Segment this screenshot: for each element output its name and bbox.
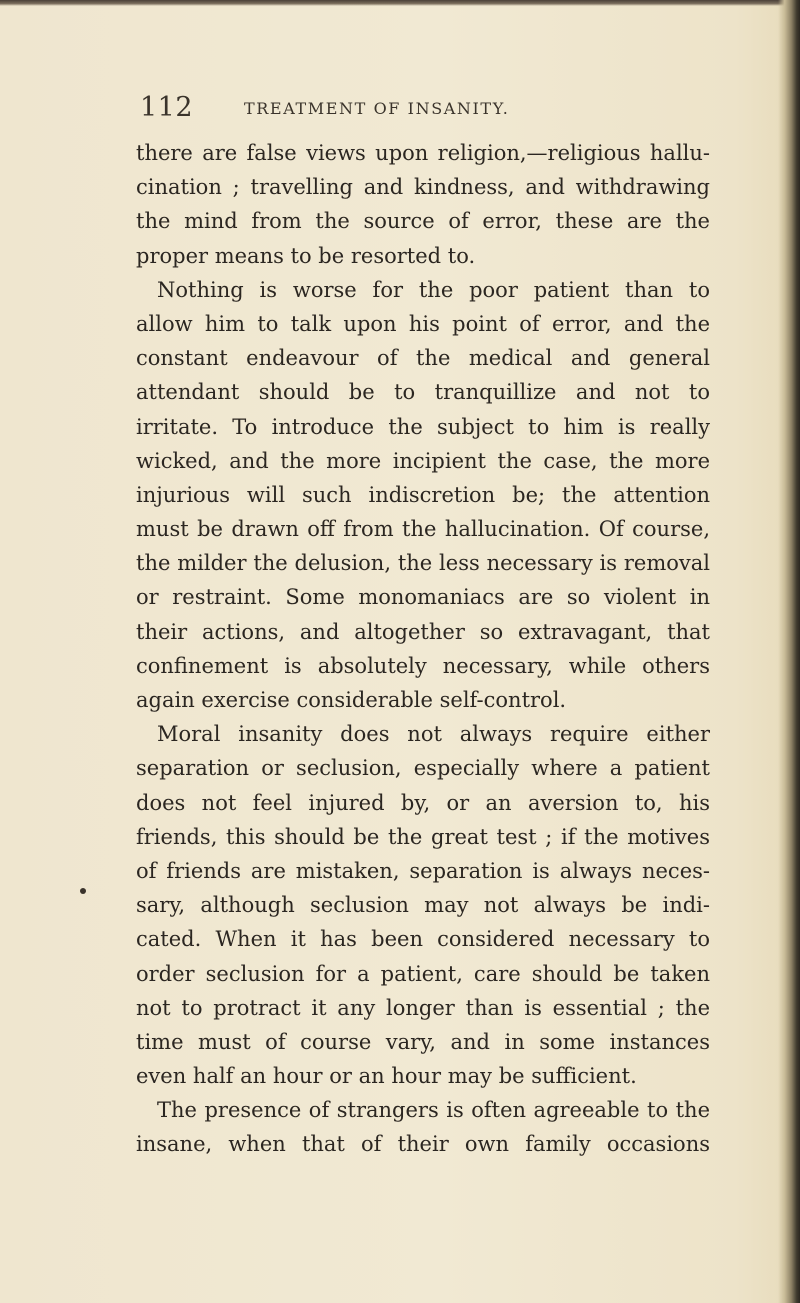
page-edge-shadow (778, 0, 800, 1303)
text-line: The presence of strangers is often agreeable to the (157, 1098, 710, 1123)
text-line: again exercise considerable self-control. (136, 688, 567, 712)
text-line: constant endeavour of the medical and general (136, 346, 710, 371)
text-line: cination ; travelling and kindness, and withdrawing (136, 175, 710, 200)
text-line: irritate. To introduce the subject to him is really (136, 414, 710, 439)
text-line: of friends are mistaken, separation is always neces- (136, 858, 710, 883)
body-text (136, 136, 710, 1162)
text-line: insane, when that of their own family occasions (136, 1132, 710, 1157)
text-line: or restraint. Some monomaniacs are so violent in (136, 585, 710, 610)
text-line: wicked, and the more incipient the case, the more (136, 448, 710, 473)
text-line: there are false views upon religion,—religious hallu- (136, 141, 710, 165)
page-number: 112 (140, 92, 194, 123)
text-line: not to protract it any longer than is essential ; the (136, 995, 710, 1020)
text-line: does not feel injured by, or an aversion to, his (136, 790, 710, 815)
text-line: their actions, and altogether so extravagant, that (136, 619, 710, 644)
text-line: even half an hour or an hour may be sufficient. (136, 1064, 637, 1089)
text-line: confinement is absolutely necessary, while others (136, 653, 710, 678)
text-line: the milder the delusion, the less necessary is removal (136, 551, 710, 576)
text-line: Nothing is worse for the poor patient than to (157, 277, 710, 302)
text-line: friends, this should be the great test ; if the motives (136, 824, 710, 849)
page-header (140, 88, 700, 128)
text-line: the mind from the source of error, these are the (136, 209, 710, 234)
text-line: time must of course vary, and in some instances (136, 1029, 710, 1054)
text-line: injurious will such indiscretion be; the attention (136, 482, 710, 507)
text-line: allow him to talk upon his point of error, and the (136, 311, 710, 336)
text-line: must be drawn off from the hallucination. Of course, (136, 517, 710, 542)
text-line: separation or seclusion, especially where a patient (136, 756, 710, 781)
text-line: cated. When it has been considered necessary to (136, 927, 710, 952)
text-line: sary, although seclusion may not always be indi- (136, 893, 710, 918)
text-line: proper means to be resorted to. (136, 243, 476, 268)
scan-top-border (0, 0, 800, 6)
running-head: TREATMENT OF INSANITY. (244, 99, 510, 118)
text-line: attendant should be to tranquillize and not to (136, 380, 710, 405)
text-line: Moral insanity does not always require either (157, 722, 710, 747)
text-line: order seclusion for a patient, care should be taken (136, 961, 710, 986)
ink-speck (80, 888, 86, 894)
